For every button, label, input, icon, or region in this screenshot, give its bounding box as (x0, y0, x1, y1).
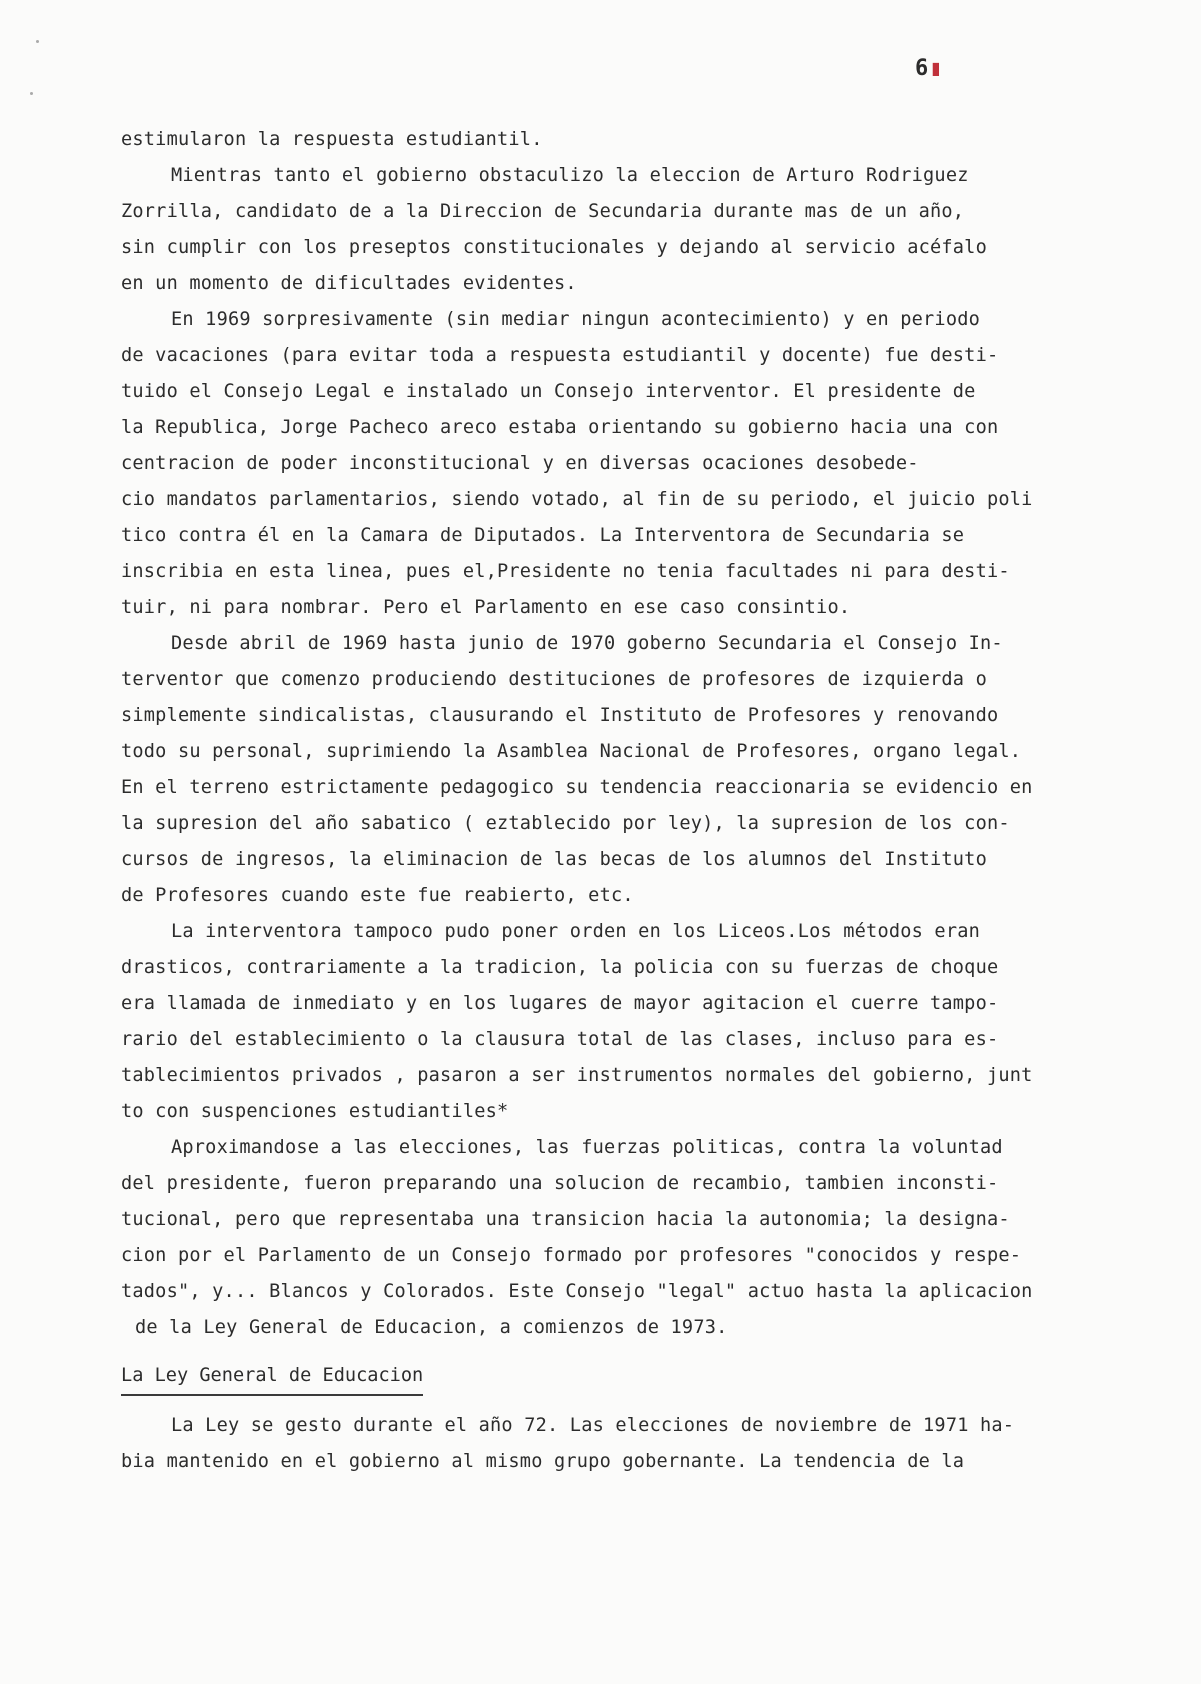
text-line: bia mantenido en el gobierno al mismo grupo gobernante. La tendencia de la (121, 1451, 965, 1472)
text-line: inscribia en esta linea, pues el,Presidente no tenia facultades ni para desti- (121, 561, 1010, 582)
text-line: tuir, ni para nombrar. Pero el Parlamento en ese caso consintio. (121, 597, 851, 618)
text-line: cursos de ingresos, la eliminacion de las becas de los alumnos del Instituto (121, 849, 987, 870)
paper-speck (36, 40, 39, 43)
text-line: tablecimientos privados , pasaron a ser instrumentos normales del gobierno, junt (121, 1065, 1033, 1086)
text-line: tucional, pero que representaba una transicion hacia la autonomia; la designa- (121, 1209, 1010, 1230)
text-line: la Republica, Jorge Pacheco areco estaba orientando su gobierno hacia una con (121, 417, 999, 438)
text-line: de Profesores cuando este fue reabierto, etc. (121, 885, 634, 906)
text-line: sin cumplir con los preseptos constitucionales y dejando al servicio acéfalo (121, 237, 987, 258)
text-line: de vacaciones (para evitar toda a respuesta estudiantil y docente) fue desti- (121, 345, 999, 366)
text-line: Desde abril de 1969 hasta junio de 1970 goberno Secundaria el Consejo In- (171, 633, 1003, 654)
text-line: de la Ley General de Educacion, a comienzos de 1973. (135, 1317, 728, 1338)
text-line: Zorrilla, candidato de a la Direccion de Secundaria durante mas de un año, (121, 201, 965, 222)
text-line: la supresion del año sabatico ( eztablecido por ley), la supresion de los con- (121, 813, 1010, 834)
text-line: todo su personal, suprimiendo la Asamblea Nacional de Profesores, organo legal. (121, 741, 1022, 762)
text-line: cio mandatos parlamentarios, siendo votado, al fin de su periodo, el juicio poli (121, 489, 1033, 510)
text-line: rario del establecimiento o la clausura total de las clases, incluso para es- (121, 1029, 999, 1050)
text-line: del presidente, fueron preparando una solucion de recambio, tambien inconsti- (121, 1173, 999, 1194)
page-number-digit: 6 (915, 56, 930, 81)
text-line: drasticos, contrariamente a la tradicion, la policia con su fuerzas de choque (121, 957, 999, 978)
text-line: Mientras tanto el gobierno obstaculizo la eleccion de Arturo Rodriguez (171, 165, 969, 186)
section-heading: La Ley General de Educacion (121, 1358, 423, 1396)
text-line: estimularon la respuesta estudiantil. (121, 129, 543, 150)
text-line: terventor que comenzo produciendo destituciones de profesores de izquierda o (121, 669, 987, 690)
paper-speck (30, 92, 33, 95)
text-line: era llamada de inmediato y en los lugares de mayor agitacion el cuerre tampo- (121, 993, 999, 1014)
text-line: to con suspenciones estudiantiles* (121, 1101, 509, 1122)
text-line: tuido el Consejo Legal e instalado un Consejo interventor. El presidente de (121, 381, 976, 402)
text-line: en un momento de dificultades evidentes. (121, 273, 577, 294)
text-line: En 1969 sorpresivamente (sin mediar ningun acontecimiento) y en periodo (171, 309, 981, 330)
text-line: La interventora tampoco pudo poner orden en los Liceos.Los métodos eran (171, 921, 981, 942)
text-line: La Ley se gesto durante el año 72. Las elecciones de noviembre de 1971 ha- (171, 1415, 1015, 1436)
text-line: tico contra él en la Camara de Diputados. La Interventora de Secundaria se (121, 525, 965, 546)
text-line: cion por el Parlamento de un Consejo formado por profesores "conocidos y respe- (121, 1245, 1022, 1266)
document-body (121, 122, 1181, 1480)
text-line: simplemente sindicalistas, clausurando el Instituto de Profesores y renovando (121, 705, 999, 726)
page-number (915, 56, 944, 81)
text-line: tados", y... Blancos y Colorados. Este Consejo "legal" actuo hasta la aplicacion (121, 1281, 1033, 1302)
text-line: centracion de poder inconstitucional y en diversas ocaciones desobede- (121, 453, 919, 474)
text-line: En el terreno estrictamente pedagogico su tendencia reaccionaria se evidencio en (121, 777, 1033, 798)
page-number-correction-mark: ▮ (929, 56, 944, 81)
text-line: Aproximandose a las elecciones, las fuerzas politicas, contra la voluntad (171, 1137, 1003, 1158)
heading-spacer (121, 1396, 1181, 1408)
